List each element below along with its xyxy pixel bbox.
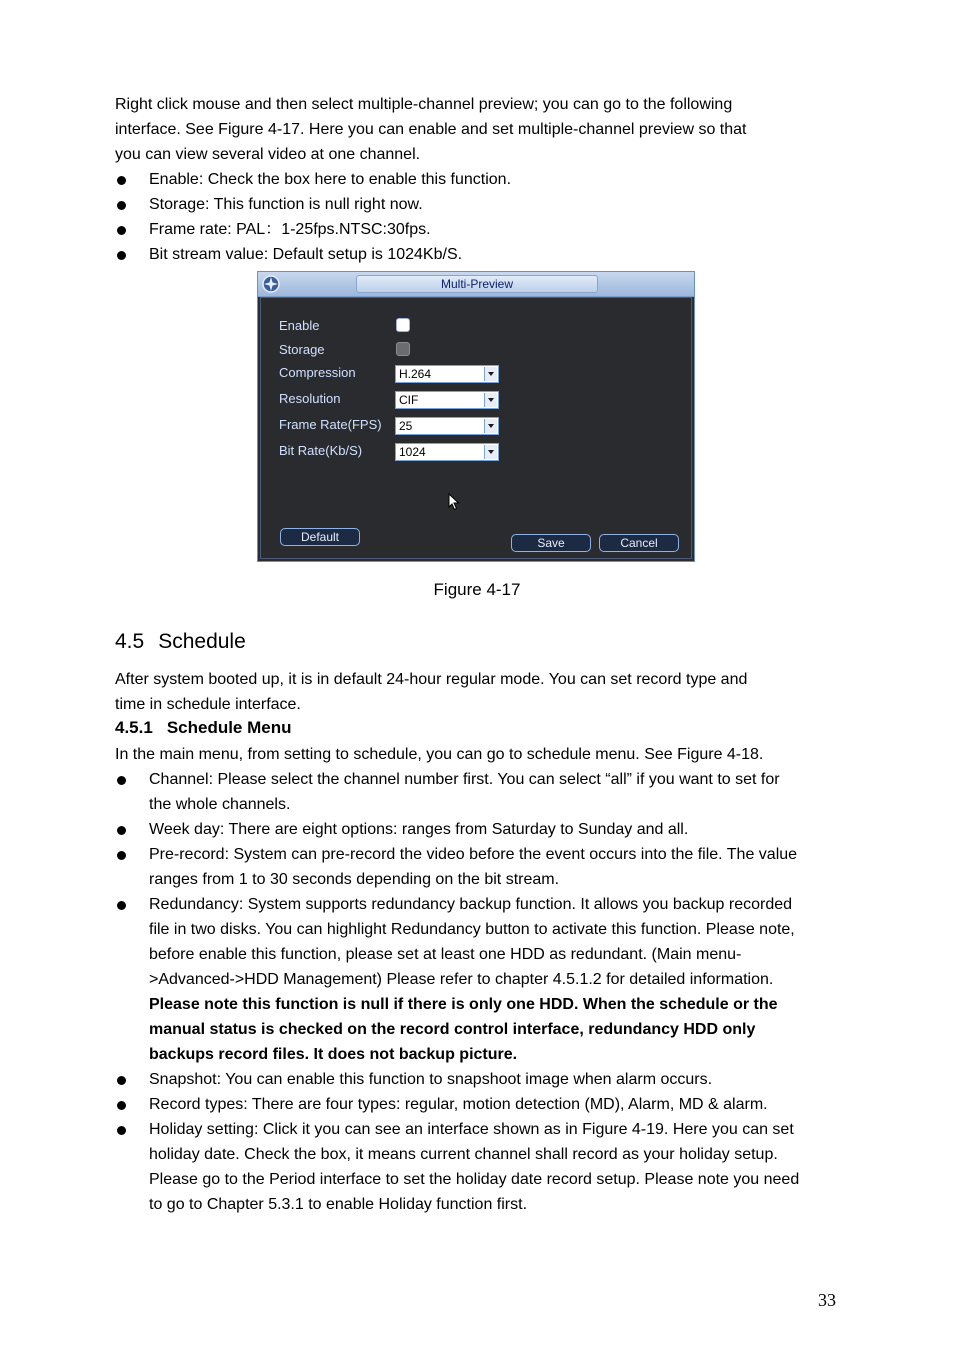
bullet-icon xyxy=(117,1126,126,1135)
list-item-line: file in two disks. You can highlight Redundancy button to activate this function. Please note, xyxy=(149,921,795,938)
storage-checkbox[interactable] xyxy=(396,342,410,356)
save-button[interactable]: Save xyxy=(511,534,591,552)
app-logo-icon xyxy=(262,275,280,293)
list-item xyxy=(115,767,875,817)
section-heading xyxy=(115,630,246,654)
bullet-icon xyxy=(117,1101,126,1110)
list-item-line: Redundancy: System supports redundancy backup function. It allows you backup recorded xyxy=(149,896,793,913)
list-item-line: Record types: There are four types: regular, motion detection (MD), Alarm, MD & alarm. xyxy=(149,1096,768,1113)
bullet-icon xyxy=(117,851,126,860)
bullet-icon xyxy=(117,826,126,835)
section-number: 4.5 xyxy=(115,630,145,653)
list-item-line: Please go to the Period interface to set the holiday date record setup. Please note you need xyxy=(149,1171,800,1188)
list-item-line: >Advanced->HDD Management) Please refer to chapter 4.5.1.2 for detailed information. xyxy=(149,971,774,988)
list-item xyxy=(115,1092,875,1117)
section-line: time in schedule interface. xyxy=(115,696,301,713)
bitrate-select[interactable] xyxy=(395,443,499,461)
chevron-down-icon[interactable] xyxy=(484,445,497,459)
list-item-line: to go to Chapter 5.3.1 to enable Holiday function first. xyxy=(149,1196,528,1213)
chevron-down-icon[interactable] xyxy=(484,367,497,381)
list-item-line: Snapshot: You can enable this function to snapshoot image when alarm occurs. xyxy=(149,1071,713,1088)
bullet-icon xyxy=(117,901,126,910)
multi-preview-dialog xyxy=(257,271,695,562)
bitrate-label: Bit Rate(Kb/S) xyxy=(279,443,363,458)
section-title: Schedule xyxy=(158,630,246,653)
intro-bullet-list xyxy=(115,167,875,267)
subsection-title: Schedule Menu xyxy=(166,718,292,737)
list-item xyxy=(115,1067,875,1092)
framerate-value: 25 xyxy=(399,419,413,433)
list-item xyxy=(115,842,875,892)
list-item-line: Holiday setting: Click it you can see an interface shown as in Figure 4-19. Here you can set xyxy=(149,1121,794,1138)
bullet-icon xyxy=(117,176,126,185)
list-item xyxy=(115,192,875,217)
bullet-icon xyxy=(117,226,126,235)
list-item-note-line: Please note this function is null if there is only one HDD. When the schedule or the xyxy=(149,996,778,1013)
compression-label: Compression xyxy=(279,365,356,380)
intro-line: interface. See Figure 4-17. Here you can enable and set multiple-channel preview so that xyxy=(115,121,747,138)
page-number: 33 xyxy=(818,1290,836,1310)
compression-select[interactable] xyxy=(395,365,499,383)
resolution-select[interactable] xyxy=(395,391,499,409)
resolution-label: Resolution xyxy=(279,391,341,406)
bullet-icon xyxy=(117,776,126,785)
list-item xyxy=(115,167,875,192)
schedule-bullet-list xyxy=(115,767,875,1217)
figure-caption: Figure 4-17 xyxy=(433,580,521,599)
list-item xyxy=(115,892,875,1067)
subsection-number: 4.5.1 xyxy=(115,718,153,737)
list-item-text: Storage: This function is null right now. xyxy=(149,196,423,213)
resolution-value: CIF xyxy=(399,393,419,407)
dialog-body xyxy=(260,297,692,559)
default-button[interactable]: Default xyxy=(280,528,360,546)
list-item-line: the whole channels. xyxy=(149,796,291,813)
list-item-text: Bit stream value: Default setup is 1024Kb/S. xyxy=(149,246,463,263)
enable-checkbox[interactable] xyxy=(396,318,410,332)
list-item xyxy=(115,242,875,267)
list-item-line: before enable this function, please set at least one HDD as redundant. (Main menu- xyxy=(149,946,742,963)
dialog-title-bar xyxy=(258,272,694,297)
section-paragraph xyxy=(115,667,875,717)
bullet-icon xyxy=(117,251,126,260)
mouse-cursor-icon xyxy=(448,493,460,511)
list-item-note-line: manual status is checked on the record control interface, redundancy HDD only xyxy=(149,1021,756,1038)
intro-line: Right click mouse and then select multiple-channel preview; you can go to the following xyxy=(115,96,733,113)
framerate-label: Frame Rate(FPS) xyxy=(279,417,382,432)
list-item-line: ranges from 1 to 30 seconds depending on the bit stream. xyxy=(149,871,560,888)
list-item xyxy=(115,817,875,842)
storage-label: Storage xyxy=(279,342,325,357)
list-item-line: holiday date. Check the box, it means current channel shall record as your holiday setup. xyxy=(149,1146,778,1163)
section-line: After system booted up, it is in default 24-hour regular mode. You can set record type and xyxy=(115,671,748,688)
list-item xyxy=(115,217,875,242)
list-item xyxy=(115,1117,875,1217)
cancel-button[interactable]: Cancel xyxy=(599,534,679,552)
subsection-intro: In the main menu, from setting to schedule, you can go to schedule menu. See Figure 4-18. xyxy=(115,746,764,763)
list-item-line: Channel: Please select the channel number first. You can select “all” if you want to set for xyxy=(149,771,780,788)
bitrate-value: 1024 xyxy=(399,445,426,459)
intro-paragraph xyxy=(115,92,875,167)
subsection-heading xyxy=(115,718,292,738)
list-item-line: Pre-record: System can pre-record the video before the event occurs into the file. The value xyxy=(149,846,798,863)
bullet-icon xyxy=(117,201,126,210)
chevron-down-icon[interactable] xyxy=(484,419,497,433)
framerate-select[interactable] xyxy=(395,417,499,435)
list-item-line: Week day: There are eight options: ranges from Saturday to Sunday and all. xyxy=(149,821,689,838)
enable-label: Enable xyxy=(279,318,320,333)
compression-value: H.264 xyxy=(399,367,432,381)
list-item-note-line: backups record files. It does not backup picture. xyxy=(149,1046,518,1063)
dialog-title: Multi-Preview xyxy=(356,275,598,293)
list-item-text: Enable: Check the box here to enable this function. xyxy=(149,171,512,188)
list-item-text: Frame rate: PAL：1-25fps.NTSC:30fps. xyxy=(149,221,431,238)
chevron-down-icon[interactable] xyxy=(484,393,497,407)
bullet-icon xyxy=(117,1076,126,1085)
intro-line: you can view several video at one channel. xyxy=(115,146,421,163)
